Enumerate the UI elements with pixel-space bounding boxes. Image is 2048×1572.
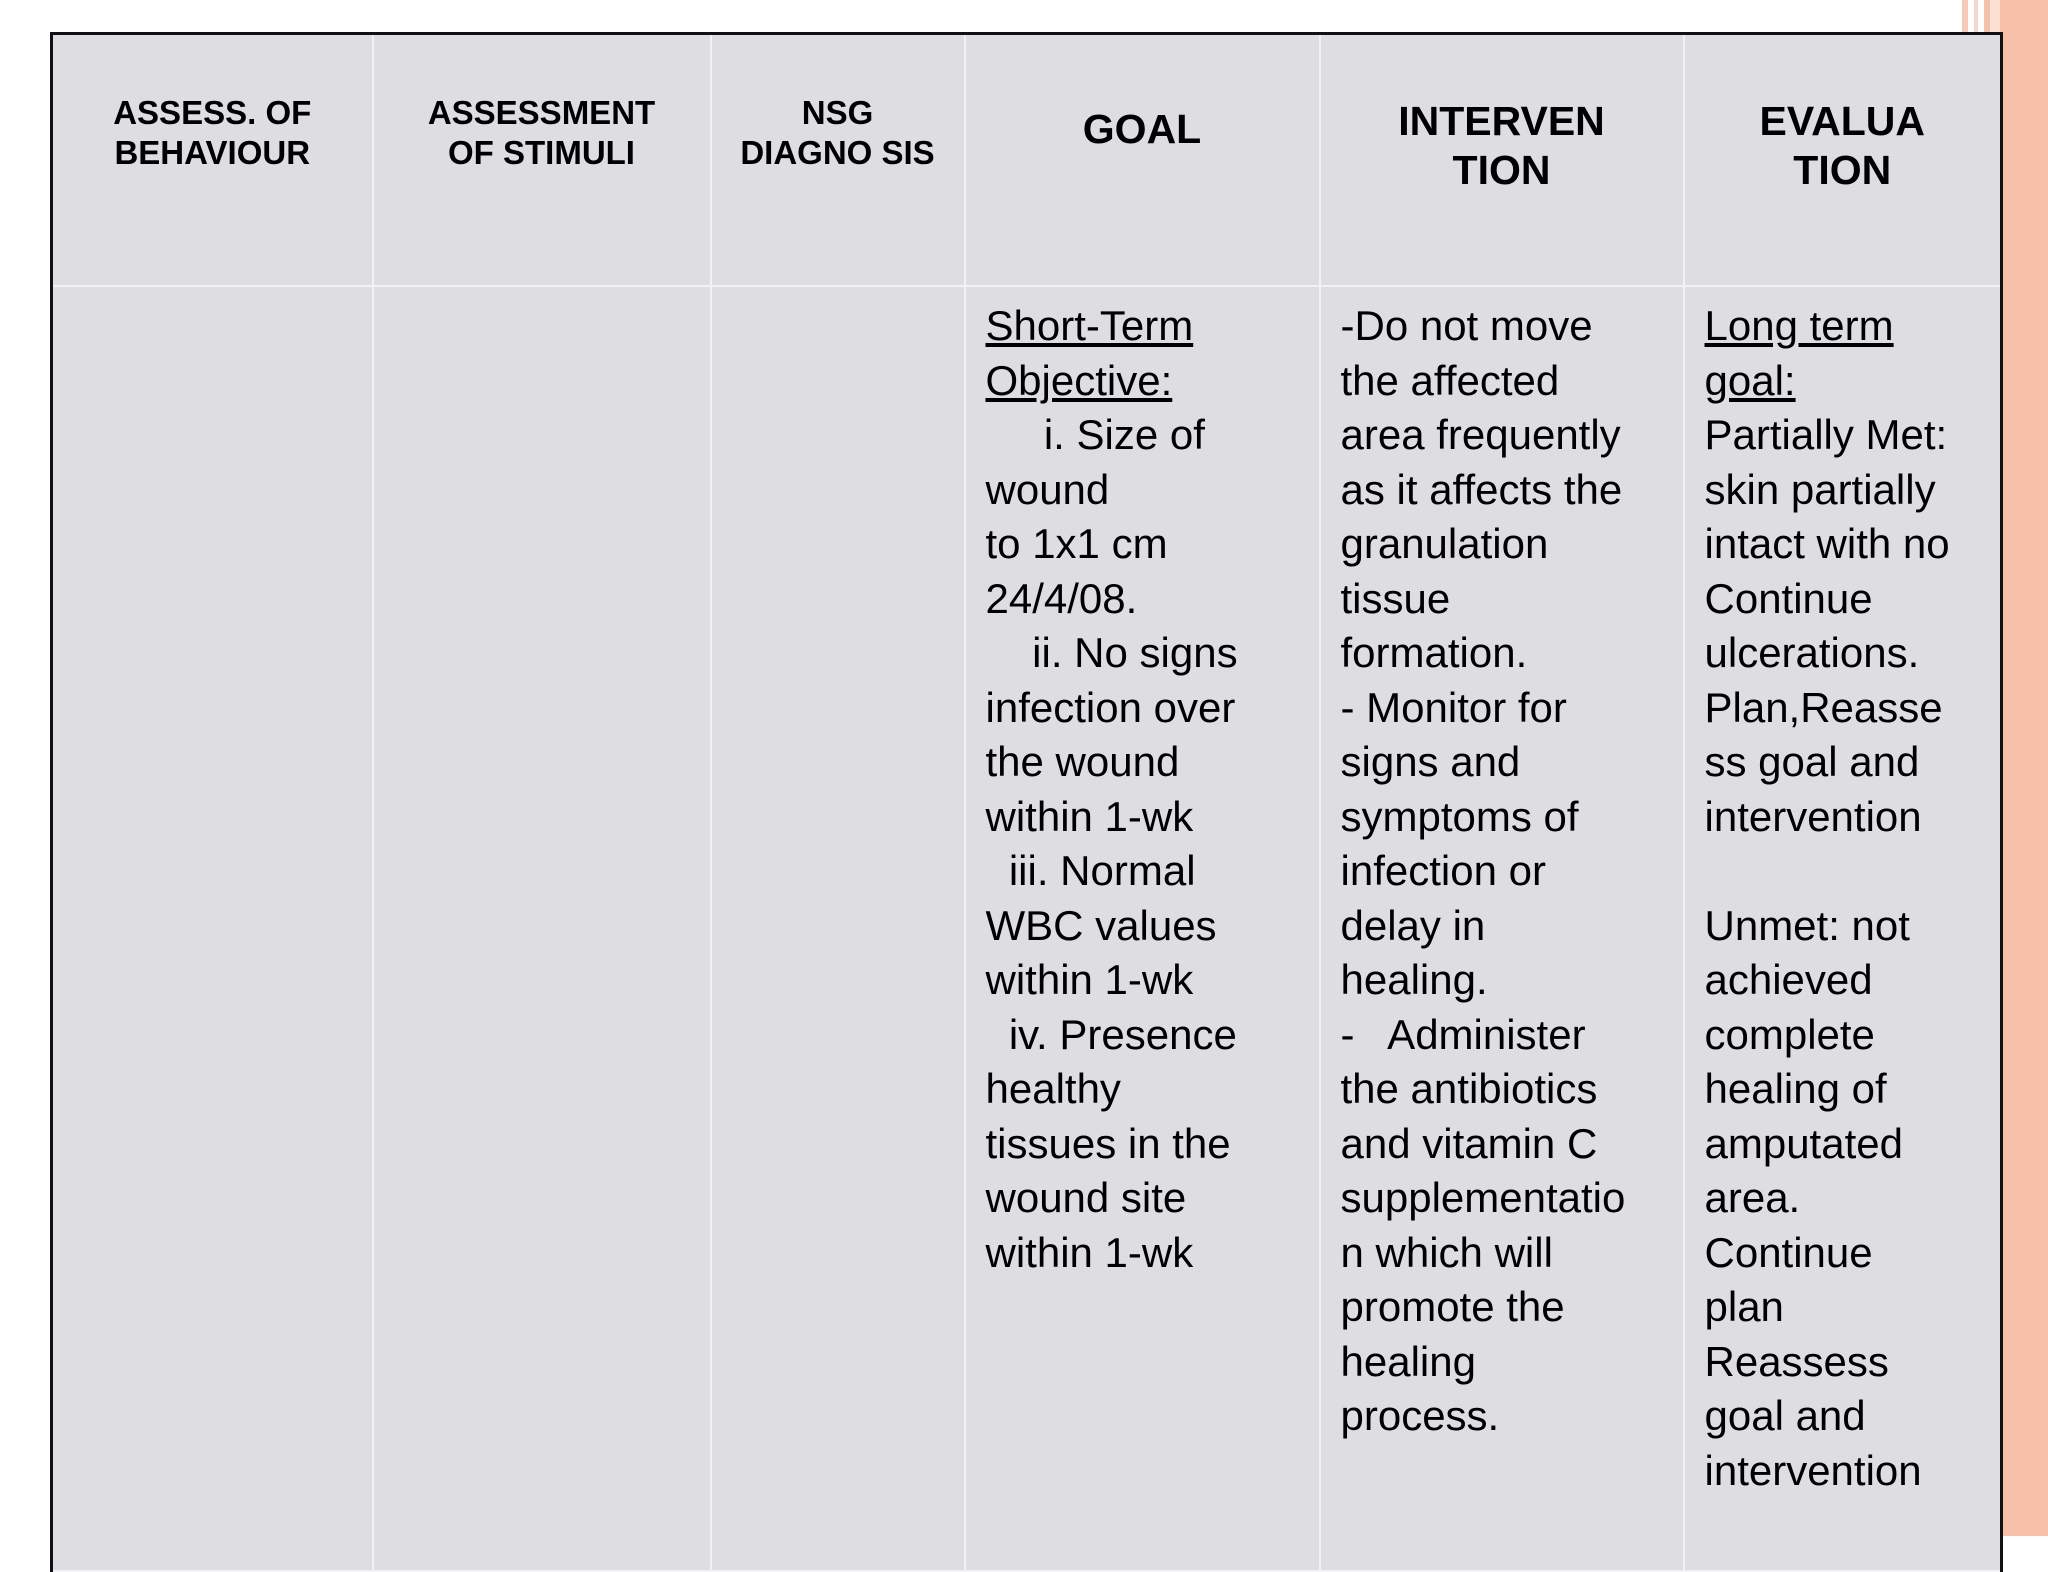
intervention-line: -Do not move — [1340, 302, 1593, 349]
intervention-line: healing. — [1340, 956, 1488, 1003]
nursing-care-plan-table — [50, 32, 2003, 1572]
cell-assessment-of-stimuli — [373, 286, 711, 1571]
evaluation-line: ss goal and — [1704, 738, 1920, 785]
evaluation-line: intervention — [1704, 1446, 1922, 1494]
intervention-line: symptoms of — [1340, 792, 1579, 840]
evaluation-line: Unmet: not — [1704, 901, 1910, 949]
evaluation-line: ulcerations. — [1704, 629, 1920, 676]
intervention-line: - Administer — [1340, 1010, 1586, 1058]
evaluation-line: achieved — [1704, 956, 1873, 1003]
evaluation-line: intervention — [1704, 792, 1922, 840]
goal-line: iv. Presence — [985, 1010, 1237, 1058]
header-label: EVALUA TION — [1759, 98, 1926, 194]
evaluation-line: goal and — [1704, 1392, 1866, 1439]
intervention-text — [1321, 287, 1683, 1444]
content-row — [52, 286, 2002, 1571]
goal-line: within 1-wk — [985, 1228, 1194, 1276]
cell-nursing-diagnosis — [711, 286, 965, 1571]
evaluation-line: intact with no — [1704, 520, 1950, 567]
intervention-line: promote the — [1340, 1283, 1565, 1330]
goal-line: within 1-wk — [985, 956, 1194, 1003]
goal-line: wound site — [985, 1174, 1187, 1221]
goal-line: iii. Normal — [985, 847, 1196, 894]
evaluation-line: area. — [1704, 1174, 1801, 1221]
evaluation-line: skin partially — [1704, 465, 1936, 513]
evaluation-line: plan — [1704, 1283, 1784, 1330]
goal-line: infection over — [985, 683, 1236, 731]
goal-line: tissues in the — [985, 1119, 1231, 1167]
header-label: NSG DIAGNO SIS — [740, 94, 935, 171]
evaluation-line: Continue — [1704, 574, 1873, 622]
goal-heading-line: Objective: — [985, 356, 1173, 404]
cell-evaluation — [1684, 286, 2002, 1571]
intervention-line: delay in — [1340, 901, 1486, 949]
intervention-line: area frequently — [1340, 411, 1621, 458]
header-label: ASSESS. OF BEHAVIOUR — [113, 94, 312, 171]
intervention-line: formation. — [1340, 629, 1528, 676]
header-intervention — [1320, 34, 1684, 287]
goal-line: 24/4/08. — [985, 574, 1138, 622]
intervention-line: tissue — [1340, 574, 1451, 622]
goal-text — [966, 287, 1319, 1280]
evaluation-heading-line: Long term — [1704, 302, 1894, 349]
header-evaluation — [1684, 34, 2002, 287]
intervention-line: the antibiotics — [1340, 1065, 1598, 1112]
goal-line: ii. No signs — [985, 629, 1238, 676]
evaluation-heading-line: goal: — [1704, 356, 1796, 404]
header-assessment-of-behaviour — [52, 34, 373, 287]
evaluation-line: complete — [1704, 1010, 1875, 1058]
header-goal — [965, 34, 1320, 287]
goal-line: healthy — [985, 1065, 1121, 1112]
intervention-line: infection or — [1340, 847, 1546, 894]
intervention-line: granulation — [1340, 520, 1549, 567]
intervention-line: signs and — [1340, 738, 1521, 785]
intervention-line: supplementatio — [1340, 1174, 1626, 1221]
goal-line: i. Size of — [985, 411, 1205, 458]
goal-line: WBC values — [985, 901, 1217, 949]
header-label: GOAL — [1082, 106, 1202, 152]
cell-assessment-of-behaviour — [52, 286, 373, 1571]
intervention-line: and vitamin C — [1340, 1119, 1598, 1167]
header-assessment-of-stimuli — [373, 34, 711, 287]
header-label: INTERVEN TION — [1398, 98, 1605, 194]
goal-heading-line: Short-Term — [985, 302, 1194, 349]
cell-goal — [965, 286, 1320, 1571]
evaluation-line: healing of — [1704, 1065, 1887, 1112]
goal-line: to 1x1 cm — [985, 520, 1168, 567]
intervention-line: as it affects the — [1340, 465, 1623, 513]
evaluation-text — [1685, 287, 2001, 1498]
header-nursing-diagnosis — [711, 34, 965, 287]
goal-line: the wound — [985, 738, 1180, 785]
goal-line: wound — [985, 465, 1110, 513]
intervention-line: process. — [1340, 1392, 1500, 1439]
header-label: ASSESSMENT OF STIMULI — [427, 94, 656, 171]
header-row — [52, 34, 2002, 287]
evaluation-line: amputated — [1704, 1119, 1903, 1167]
intervention-line: n which will — [1340, 1228, 1553, 1276]
intervention-line: healing — [1340, 1337, 1476, 1385]
intervention-line: the affected — [1340, 356, 1560, 404]
intervention-line: - Monitor for — [1340, 683, 1567, 731]
cell-intervention — [1320, 286, 1684, 1571]
goal-line: within 1-wk — [985, 792, 1194, 840]
evaluation-line: Reassess — [1704, 1337, 1889, 1385]
evaluation-line: Plan,Reasse — [1704, 683, 1943, 731]
evaluation-line: Partially Met: — [1704, 411, 1948, 458]
evaluation-line: Continue — [1704, 1228, 1873, 1276]
evaluation-line — [1705, 844, 1991, 899]
